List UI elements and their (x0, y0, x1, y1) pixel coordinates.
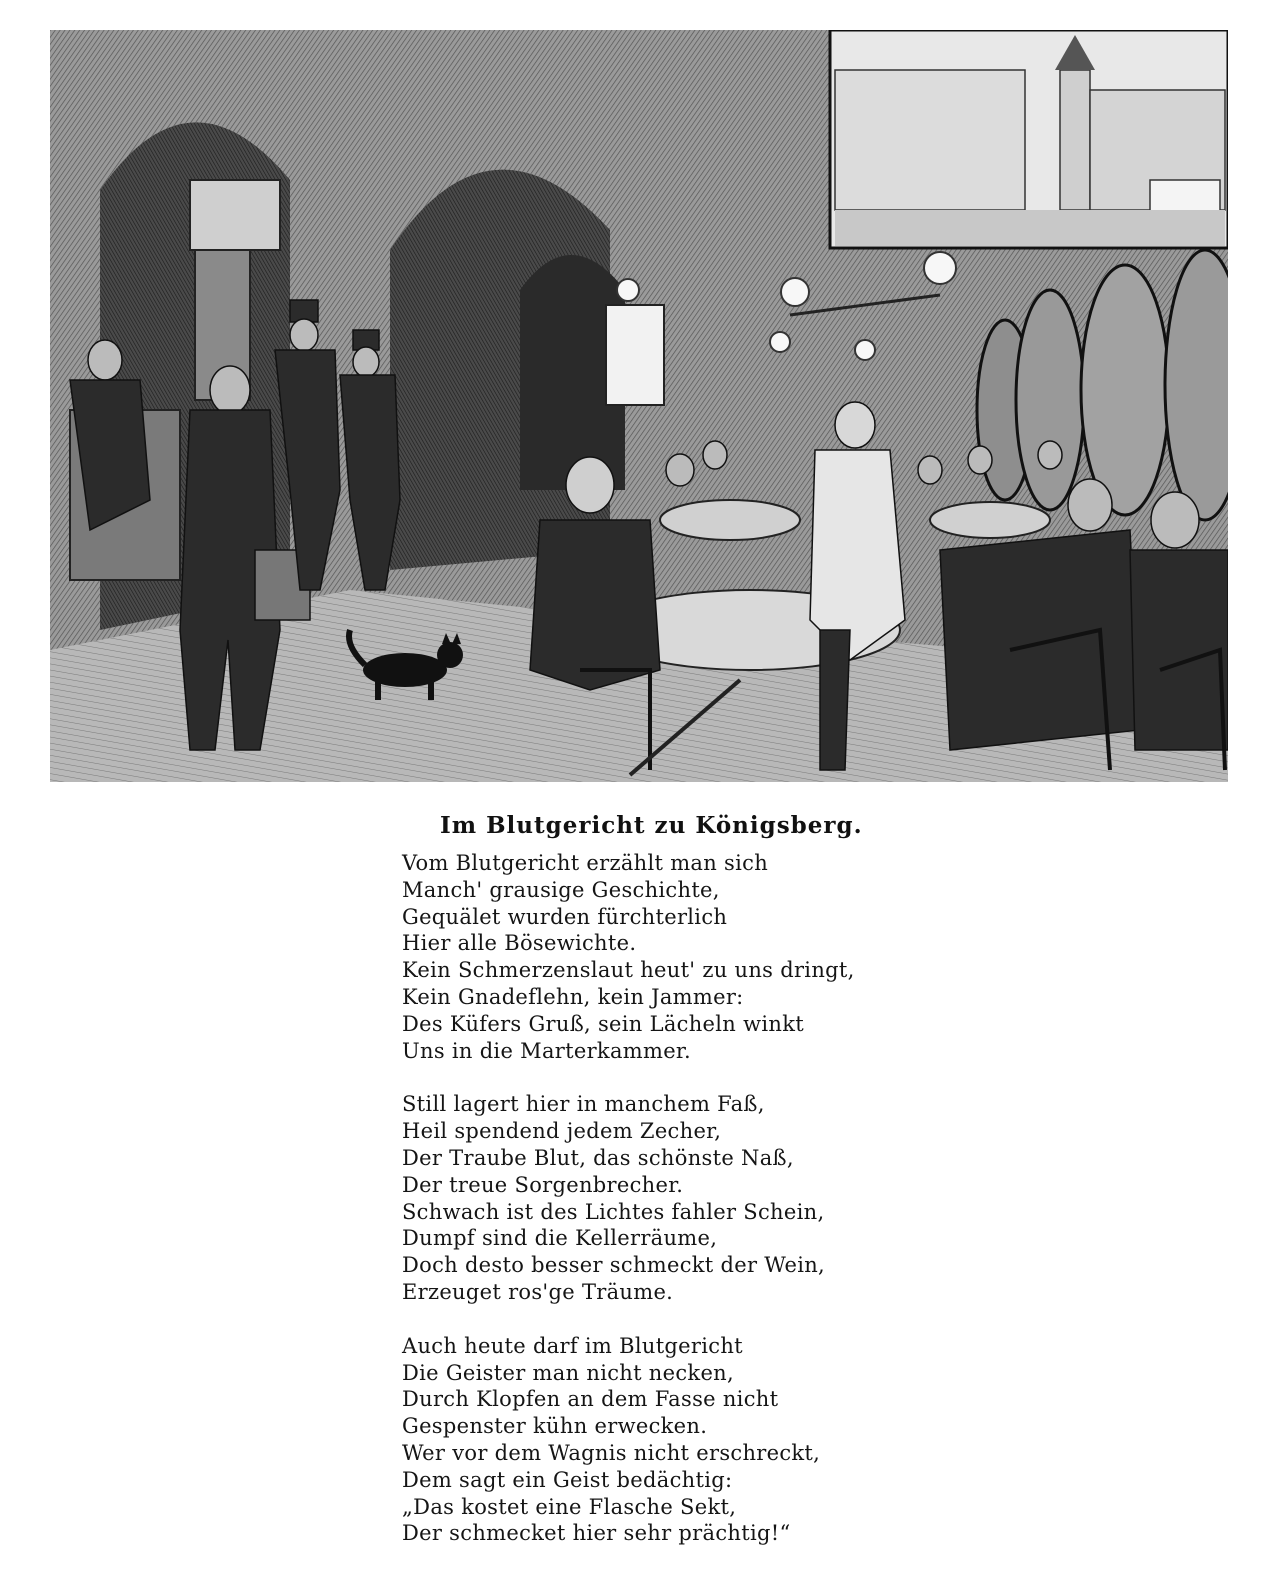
poem-line: Der treue Sorgenbrecher. (402, 1172, 684, 1197)
stanza-3 (402, 1333, 962, 1547)
poem-line: Der Traube Blut, das schönste Naß, (402, 1145, 794, 1170)
poem-line: Der schmecket hier sehr prächtig!“ (402, 1521, 791, 1546)
poem-line: Wer vor dem Wagnis nicht erschreckt, (402, 1440, 821, 1465)
poem-line: Durch Klopfen an dem Fasse nicht (402, 1387, 779, 1412)
poem-line: Hier alle Bösewichte. (402, 931, 637, 956)
poem-line: Manch' grausige Geschichte, (402, 877, 720, 902)
poem-line: „Das kostet eine Flasche Sekt, (402, 1494, 737, 1519)
poem-line: Vom Blutgericht erzählt man sich (402, 851, 769, 875)
poem-line: Gespenster kühn erwecken. (402, 1414, 708, 1439)
poem-line: Erzeuget ros'ge Träume. (402, 1279, 674, 1304)
poem-line: Gequälet wurden fürchterlich (402, 904, 728, 929)
poem-title: Im Blutgericht zu Königsberg. (440, 812, 863, 839)
stanza-2 (402, 1091, 962, 1305)
round-table-back (660, 500, 800, 540)
poem-line: Des Küfers Gruß, sein Lächeln winkt (402, 1011, 804, 1036)
poem-line: Uns in die Marterkammer. (402, 1038, 691, 1063)
poem-line: Kein Schmerzenslaut heut' zu uns dringt, (402, 958, 855, 983)
round-table-right (930, 502, 1050, 538)
poem-line: Die Geister man nicht necken, (402, 1360, 734, 1385)
stanza-1 (402, 850, 962, 1064)
castle-courtyard-inset (830, 30, 1228, 248)
poem-line: Kein Gnadeflehn, kein Jammer: (402, 984, 744, 1009)
poem-line: Still lagert hier in manchem Faß, (402, 1092, 765, 1117)
poem-line: Heil spendend jedem Zecher, (402, 1119, 722, 1144)
poem-line: Dem sagt ein Geist bedächtig: (402, 1467, 733, 1492)
wine-cellar-engraving (50, 30, 1228, 782)
poem-line: Dumpf sind die Kellerräume, (402, 1226, 718, 1251)
bottle-shelf (190, 180, 280, 250)
notice-board (606, 305, 664, 405)
poem-line: Auch heute darf im Blutgericht (402, 1333, 743, 1358)
poem-line: Schwach ist des Lichtes fahler Schein, (402, 1199, 825, 1224)
poem-line: Doch desto besser schmeckt der Wein, (402, 1253, 826, 1278)
poem (402, 808, 962, 1574)
